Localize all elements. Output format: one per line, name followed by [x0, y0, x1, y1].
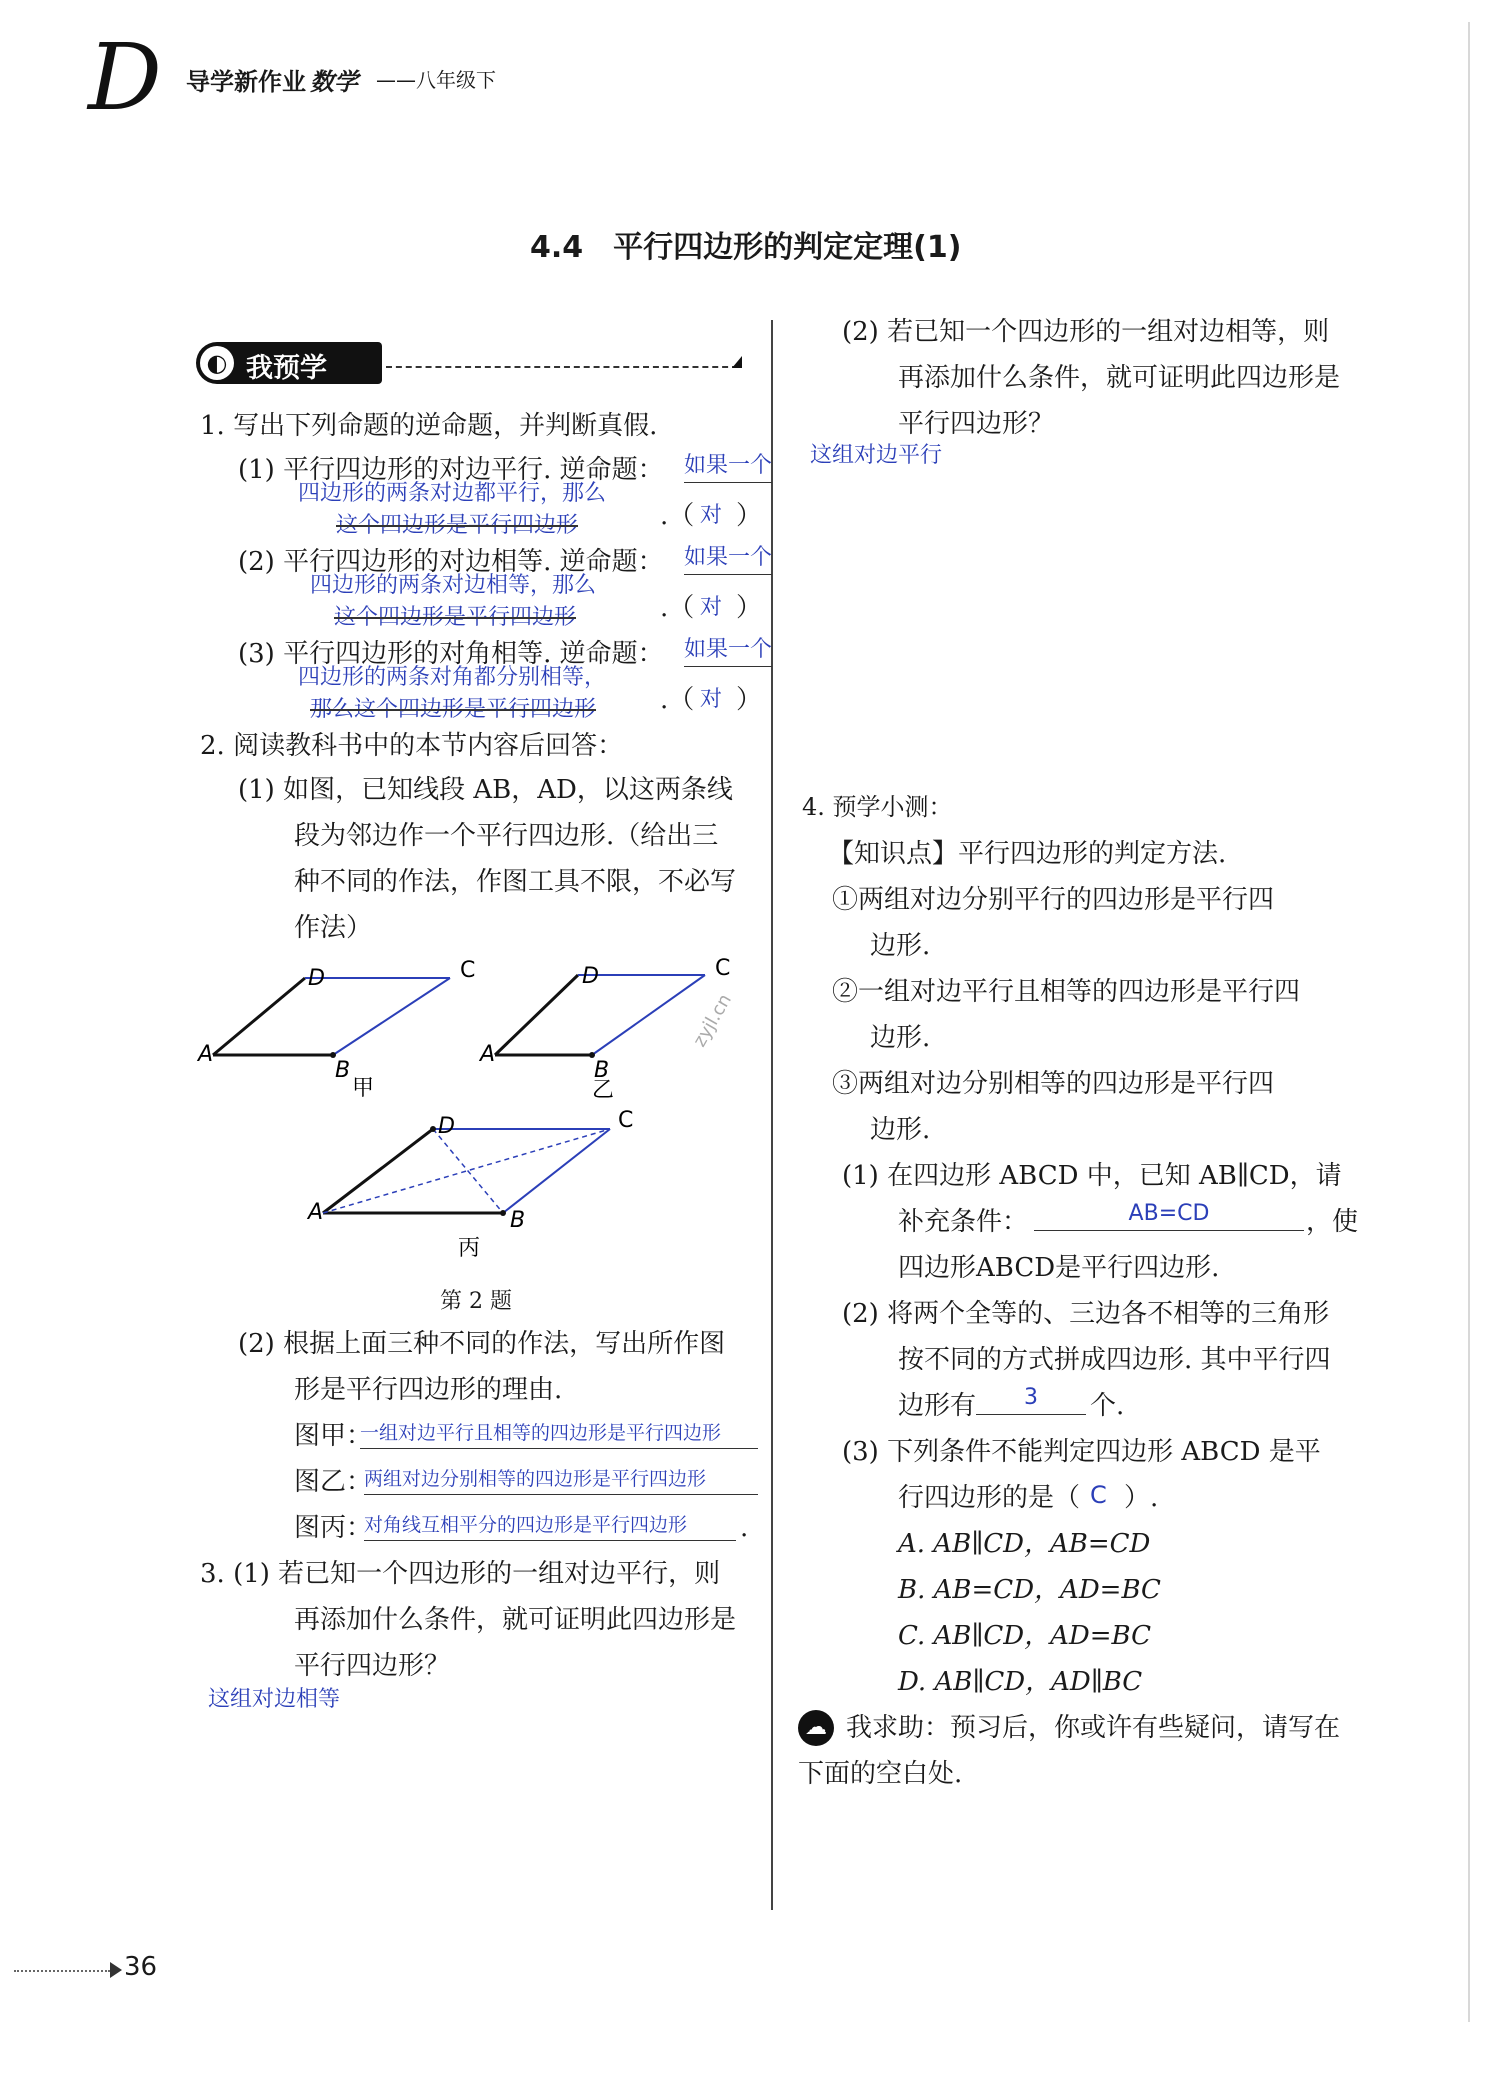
figure-yi	[478, 956, 730, 1103]
section-title: 4.4 平行四边形的判定定理(1)	[530, 230, 962, 265]
figure-bing	[306, 1108, 633, 1261]
badge-label: 我预学	[246, 353, 327, 384]
q3-2-line-2: 再添加什么条件，就可证明此四边形是	[898, 363, 1341, 393]
fig-bing-label-a: A	[308, 1200, 324, 1225]
q4-3-option-c: C. AB∥CD，AD=BC	[898, 1621, 1152, 1651]
fig-bing-diagonal-ac	[323, 1129, 610, 1213]
reason-bing-answer: 对角线互相平分的四边形是平行四边形	[364, 1512, 736, 1541]
q1-2-judge: 对	[700, 595, 723, 620]
q4-stem: 4. 预学小测：	[802, 793, 953, 821]
q4-2-line-1: (2) 将两个全等的、三边各不相等的三角形	[842, 1299, 1330, 1329]
reason-jia-answer: 一组对边平行且相等的四边形是平行四边形	[360, 1420, 758, 1449]
fig-bing-point-b	[500, 1210, 506, 1216]
q1-2-answer-a: 如果一个	[684, 542, 772, 575]
q1-1-close: ）	[736, 501, 763, 531]
q4-2-line-3-pre: 边形有	[898, 1391, 977, 1421]
fig-jia-label-c: C	[460, 958, 476, 983]
q1-3-close: ）	[736, 685, 763, 715]
method-2-line-2: 边形.	[870, 1023, 931, 1053]
q4-3-option-d: D. AB∥CD，AD∥BC	[898, 1667, 1143, 1697]
q4-1-line-2-pre: 补充条件：	[898, 1207, 1029, 1237]
q2-1-line-3: 种不同的作法，作图工具不限，不必写	[294, 867, 737, 897]
fig-jia-label-a: A	[198, 1042, 214, 1067]
q2-1-line-4: 作法）	[294, 913, 373, 943]
q4-3-line-2-pre: 行四边形的是（	[898, 1483, 1081, 1513]
fig-jia-label-b: B	[335, 1058, 351, 1083]
q3-2-line-3: 平行四边形？	[898, 409, 1055, 439]
q1-3-end: .（	[660, 685, 695, 715]
q3-1-answer: 这组对边相等	[208, 1687, 341, 1712]
q2-2-line-1: (2) 根据上面三种不同的作法，写出所作图	[238, 1329, 726, 1359]
fig-bing-caption: 丙	[458, 1236, 481, 1261]
method-1-line-1: ①两组对边分别平行的四边形是平行四	[832, 885, 1275, 915]
q3-2-line-1: (2) 若已知一个四边形的一组对边相等，则	[842, 317, 1330, 347]
watermark: zyjl.cn	[689, 990, 736, 1051]
q4-1-line-3: 四边形ABCD是平行四边形.	[898, 1253, 1220, 1283]
q1-2-close: ）	[736, 593, 763, 623]
help-line-1: 我求助：预习后，你或许有些疑问，请写在	[846, 1713, 1341, 1743]
q2-1-line-2: 段为邻边作一个平行四边形.（给出三	[294, 821, 719, 851]
method-1-line-2: 边形.	[870, 931, 931, 961]
q4-3-line-1: (3) 下列条件不能判定四边形 ABCD 是平	[842, 1437, 1321, 1467]
q1-3-prefix: (3) 平行四边形的对角相等. 逆命题：	[238, 639, 664, 669]
book-title: 导学新作业	[186, 68, 306, 96]
grade-label: ——八年级下	[376, 68, 496, 92]
page-number-dots	[14, 1970, 110, 1972]
fig-yi-label-b: B	[594, 1058, 610, 1083]
fig-bing-point-d	[430, 1126, 436, 1132]
q4-knowledge: 【知识点】平行四边形的判定方法.	[828, 839, 1227, 869]
method-3-line-1: ③两组对边分别相等的四边形是平行四	[832, 1069, 1275, 1099]
fig-bing-label-d: D	[438, 1114, 455, 1139]
page-number: 36	[124, 1952, 158, 1982]
fig-jia-caption: 甲	[352, 1076, 375, 1101]
figure-jia	[196, 958, 475, 1101]
fig-jia-bc	[333, 978, 450, 1055]
fig-yi-label-c: C	[715, 956, 731, 981]
fig-bing-label-c: C	[618, 1108, 634, 1133]
q1-stem: 1. 写出下列命题的逆命题，并判断真假.	[200, 411, 658, 441]
q1-1-answer-c: 这个四边形是平行四边形	[336, 513, 579, 538]
fig-yi-bc	[592, 975, 705, 1055]
q1-2-prefix: (2) 平行四边形的对边相等. 逆命题：	[238, 547, 664, 577]
q1-3-answer-a: 如果一个	[684, 634, 772, 667]
q2-2-line-2: 形是平行四边形的理由.	[294, 1375, 563, 1405]
q1-1-end: .（	[660, 501, 695, 531]
header-logo: D	[88, 24, 162, 131]
fig-yi-ad	[495, 975, 578, 1055]
help-cloud-icon: ☁	[798, 1710, 834, 1746]
fig-bing-label-b: B	[510, 1208, 526, 1233]
q1-1-answer-a: 如果一个	[684, 450, 772, 483]
reason-yi-label: 图乙：	[294, 1467, 373, 1497]
reason-bing-label: 图丙：	[294, 1513, 373, 1543]
preview-badge	[196, 342, 382, 384]
q4-3-option-b: B. AB=CD，AD=BC	[898, 1575, 1161, 1605]
fig-bing-ad	[323, 1129, 433, 1213]
fig-bing-bc	[503, 1129, 610, 1213]
q3-1-line-2: 再添加什么条件，就可证明此四边形是	[294, 1605, 737, 1635]
method-3-line-2: 边形.	[870, 1115, 931, 1145]
q2-1-line-1: (1) 如图，已知线段 AB，AD，以这两条线	[238, 775, 733, 805]
q1-2-answer-b: 四边形的两条对边相等，那么	[310, 573, 597, 598]
q4-2-line-2: 按不同的方式拼成四边形. 其中平行四	[898, 1345, 1331, 1375]
q4-2-line-3-post: 个.	[1090, 1391, 1125, 1421]
q1-2-end: .（	[660, 593, 695, 623]
reason-yi-answer: 两组对边分别相等的四边形是平行四边形	[364, 1466, 758, 1495]
q1-1-prefix: (1) 平行四边形的对边平行. 逆命题：	[238, 455, 664, 485]
q3-1-line-1: 3. (1) 若已知一个四边形的一组对边平行，则	[200, 1559, 721, 1589]
q4-3-answer: C	[1090, 1481, 1107, 1509]
parallelogram-figures	[190, 955, 770, 1305]
fig-yi-label-a: A	[480, 1042, 496, 1067]
fig-jia-label-d: D	[308, 966, 325, 991]
badge-dashed-line	[386, 366, 738, 368]
q4-1-answer: AB=CD	[1034, 1198, 1304, 1231]
q4-1-line-2-post: ，使	[1306, 1207, 1359, 1237]
fig-yi-caption: 乙	[592, 1078, 615, 1103]
reason-jia-label: 图甲：	[294, 1421, 373, 1451]
q4-3-option-a: A. AB∥CD，AB=CD	[898, 1529, 1151, 1559]
q1-3-judge: 对	[700, 687, 723, 712]
q1-1-judge: 对	[700, 503, 723, 528]
fig-yi-label-d: D	[582, 964, 599, 989]
q4-3-line-2-post: ）.	[1124, 1483, 1159, 1513]
q2-stem: 2. 阅读教科书中的本节内容后回答：	[200, 731, 624, 761]
page-number-arrow-icon	[110, 1962, 122, 1978]
q4-2-answer: 3	[976, 1382, 1086, 1415]
q1-3-answer-b: 四边形的两条对角都分别相等，	[298, 665, 607, 690]
page-edge-line	[1468, 22, 1470, 2022]
q3-2-answer: 这组对边平行	[810, 443, 943, 468]
q1-1-answer-b: 四边形的两条对边都平行，那么	[298, 481, 607, 506]
help-line-2: 下面的空白处.	[798, 1759, 963, 1789]
reason-bing-end: .	[740, 1513, 749, 1543]
badge-triangle-icon	[732, 356, 742, 368]
method-2-line-1: ②一组对边平行且相等的四边形是平行四	[832, 977, 1301, 1007]
q3-1-line-3: 平行四边形？	[294, 1651, 451, 1681]
fig-jia-ad	[213, 978, 305, 1055]
figure-caption: 第 2 题	[440, 1289, 512, 1314]
q1-3-answer-c: 那么这个四边形是平行四边形	[310, 697, 597, 722]
badge-icon: ◐	[200, 346, 234, 380]
fig-bing-diagonal-bd	[433, 1129, 503, 1213]
subject-label: 数学	[310, 68, 358, 96]
q1-2-answer-c: 这个四边形是平行四边形	[334, 605, 577, 630]
q4-1-line-1: (1) 在四边形 ABCD 中，已知 AB∥CD，请	[842, 1161, 1342, 1191]
